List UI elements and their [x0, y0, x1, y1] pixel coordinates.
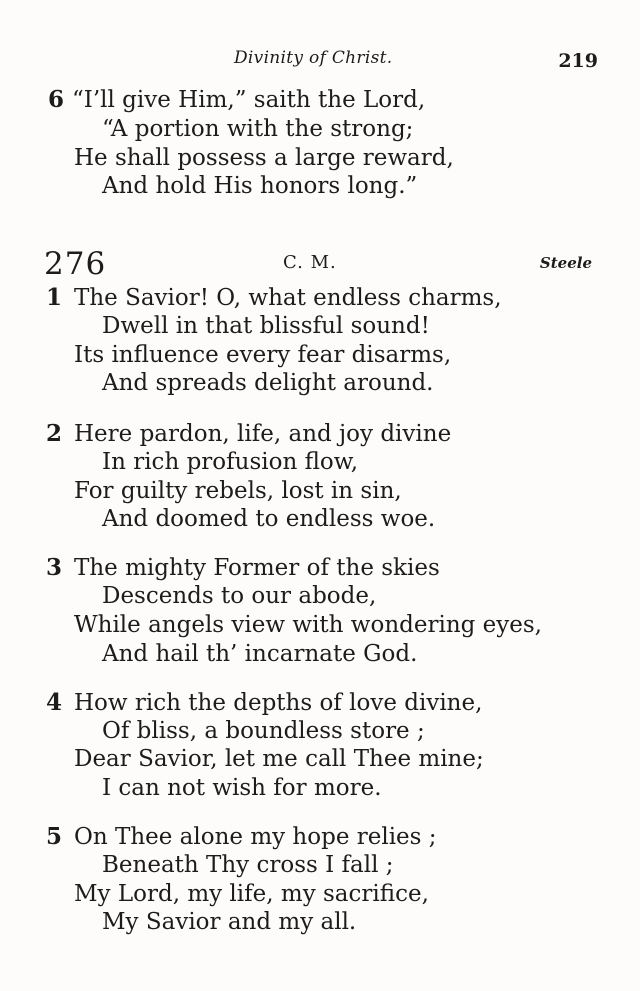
verse-line: For guilty rebels, lost in sin, [74, 478, 402, 504]
verse-line: Of bliss, a boundless store ; [102, 718, 425, 744]
verse-line: Descends to our abode, [102, 583, 377, 609]
verse-line: And hold His honors long.” [102, 173, 418, 199]
verse-line: The Savior! O, what endless charms, [74, 285, 502, 311]
verse-line: And hail th’ incarnate God. [102, 641, 418, 667]
stanza-number: 1 [46, 284, 63, 311]
page-number: 219 [558, 50, 598, 72]
stanza-number: 2 [46, 420, 63, 447]
verse-line: While angels view with wondering eyes, [74, 612, 542, 638]
verse-line: I can not wish for more. [102, 775, 382, 801]
verse-line: “A portion with the strong; [102, 116, 414, 142]
stanza-number: 4 [46, 689, 63, 716]
verse-line: The mighty Former of the skies [74, 555, 440, 581]
verse-line: How rich the depths of love divine, [74, 690, 483, 716]
verse-line: On Thee alone my hope relies ; [74, 824, 437, 850]
verse-line: He shall possess a large reward, [74, 145, 454, 171]
running-head: Divinity of Christ. [234, 48, 393, 68]
verse-line: Its influence every fear disarms, [74, 342, 452, 368]
hymn-author: Steele [539, 254, 592, 272]
hymn-meter: C. M. [283, 252, 337, 273]
verse-line: My Savior and my all. [102, 909, 357, 935]
verse-line: And doomed to endless woe. [102, 506, 436, 532]
hymn-number: 276 [44, 246, 107, 282]
verse-line: In rich profusion flow, [102, 449, 359, 475]
verse-line: “I’ll give Him,” saith the Lord, [72, 87, 426, 113]
verse-line: Dear Savior, let me call Thee mine; [74, 746, 484, 772]
stanza-number: 3 [46, 554, 63, 581]
verse-line: Beneath Thy cross I fall ; [102, 852, 394, 878]
stanza-number: 6 [48, 86, 65, 113]
verse-line: And spreads delight around. [102, 370, 434, 396]
verse-line: Here pardon, life, and joy divine [74, 421, 452, 447]
verse-line: Dwell in that blissful sound! [102, 313, 430, 339]
stanza-number: 5 [46, 823, 63, 850]
verse-line: My Lord, my life, my sacrifice, [74, 881, 429, 907]
